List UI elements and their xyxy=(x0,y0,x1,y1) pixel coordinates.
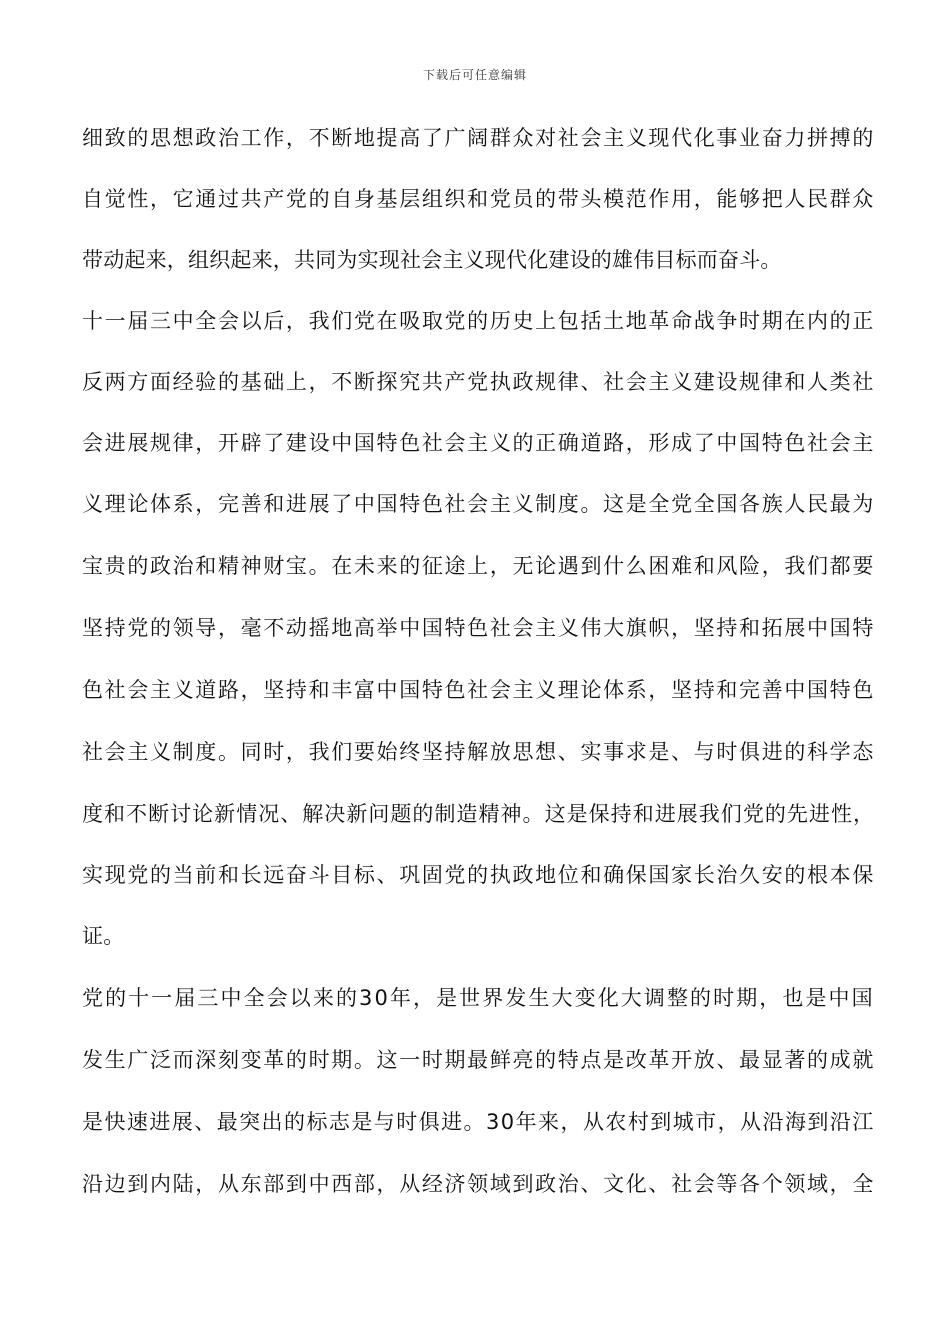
text-line: 发生广泛而深刻变革的时期。这一时期最鲜亮的特点是改革开放、最显著的成就 xyxy=(82,1048,875,1072)
text-line: 会进展规律，开辟了建设中国特色社会主义的正确道路，形成了中国特色社会主 xyxy=(82,431,875,455)
text-line: 是快速进展、最突出的标志是与时俱进。30年来，从农村到城市，从沿海到沿江 xyxy=(82,1110,875,1134)
text-line: 自觉性，它通过共产党的自身基层组织和党员的带头模范作用，能够把人民群众 xyxy=(82,187,875,211)
text-line: 义理论体系，完善和进展了中国特色社会主义制度。这是全党全国各族人民最为 xyxy=(82,492,875,516)
text-line: 反两方面经验的基础上，不断探究共产党执政规律、社会主义建设规律和人类社 xyxy=(82,370,875,394)
text-line: 色社会主义道路，坚持和丰富中国特色社会主义理论体系，坚持和完善中国特色 xyxy=(82,678,875,702)
text-line: 细致的思想政治工作，不断地提高了广阔群众对社会主义现代化事业奋力拼搏的 xyxy=(82,126,875,150)
text-line: 度和不断讨论新情况、解决新问题的制造精神。这是保持和进展我们党的先进性， xyxy=(82,802,875,826)
text-line: 十一届三中全会以后，我们党在吸取党的历史上包括土地革命战争时期在内的正 xyxy=(82,309,875,333)
text-line: 社会主义制度。同时，我们要始终坚持解放思想、实事求是、与时俱进的科学态 xyxy=(82,740,875,764)
text-line: 宝贵的政治和精神财宝。在未来的征途上，无论遇到什么困难和风险，我们都要 xyxy=(82,554,875,578)
text-line: 党的十一届三中全会以来的30年，是世界发生大变化大调整的时期，也是中国 xyxy=(82,986,875,1010)
text-line: 沿边到内陆，从东部到中西部，从经济领域到政治、文化、社会等各个领域，全 xyxy=(82,1172,875,1196)
text-line: 坚持党的领导，毫不动摇地高举中国特色社会主义伟大旗帜，坚持和拓展中国特 xyxy=(82,616,875,640)
text-line: 带动起来，组织起来，共同为实现社会主义现代化建设的雄伟目标而奋斗。 xyxy=(82,248,782,272)
text-line: 证。 xyxy=(82,924,125,948)
text-line: 实现党的当前和长远奋斗目标、巩固党的执政地位和确保国家长治久安的根本保 xyxy=(82,863,875,887)
page-header: 下载后可任意编辑 xyxy=(422,68,527,82)
